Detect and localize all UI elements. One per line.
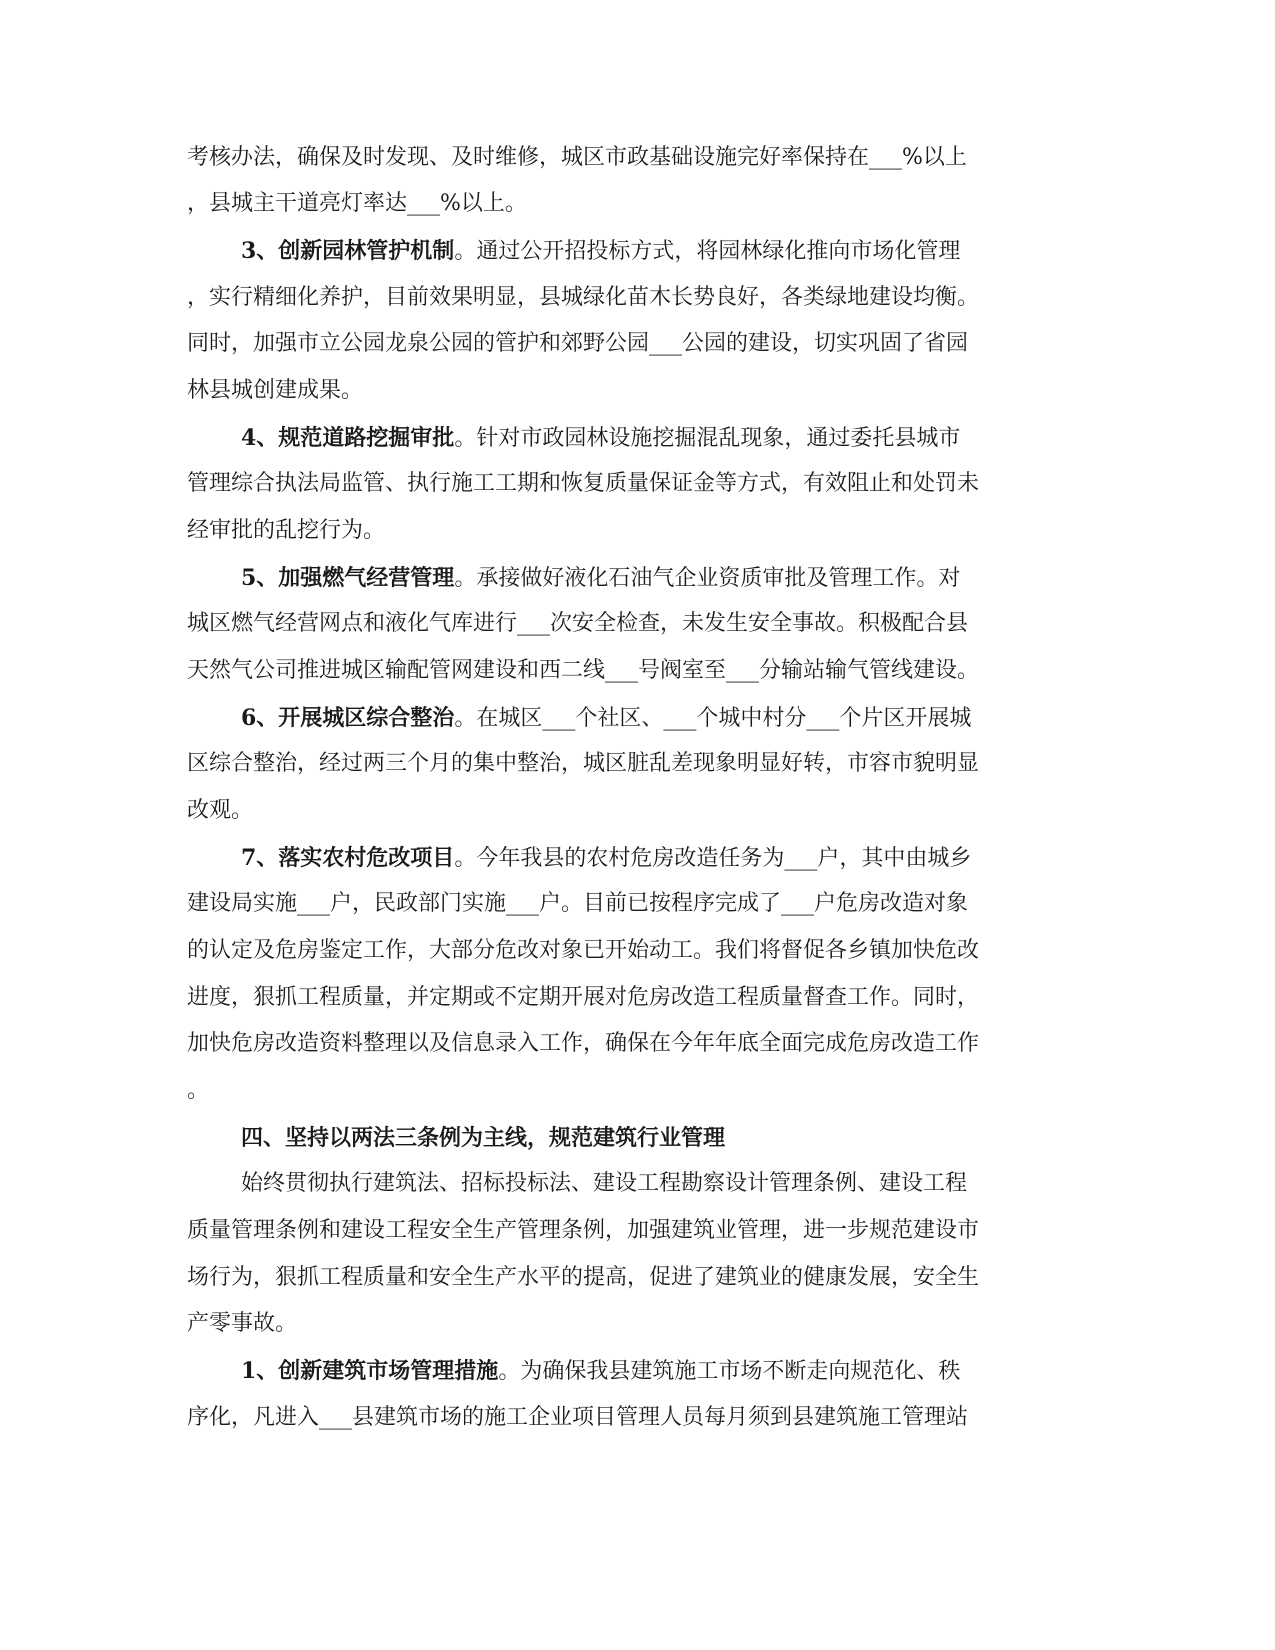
text-line: 的认定及危房鉴定工作，大部分危改对象已开始动工。我们将督促各乡镇加快危改 [187,938,980,963]
section-heading-4 [241,1123,725,1154]
item-heading: 7、落实农村危改项目 [241,845,455,871]
text-line: 天然气公司推进城区输配管网建设和西二线___号阀室至___分输站输气管线建设。 [187,658,980,683]
item-heading: 5、加强燃气经营管理 [241,565,455,591]
text-line: 林县城创建成果。 [187,378,364,403]
section-item-6: 6、开展城区综合整治。在城区___个社区、___个城中村分___个片区开展城 [241,705,972,731]
item-heading: 4、规范道路挖掘审批 [241,425,455,451]
item-heading: 6、开展城区综合整治 [241,705,455,731]
section-item-3: 3、创新园林管护机制。通过公开招投标方式，将园林绿化推向市场化管理 [241,238,961,264]
section-item-4: 4、规范道路挖掘审批。针对市政园林设施挖掘混乱现象，通过委托县城市 [241,425,961,451]
section-item-1: 1、创新建筑市场管理措施。为确保我县建筑施工市场不断走向规范化、秩 [241,1358,961,1384]
text-line: 管理综合执法局监管、执行施工工期和恢复质量保证金等方式，有效阻止和处罚未 [187,471,980,496]
text-line: 建设局实施___户，民政部门实施___户。目前已按程序完成了___户危房改造对象 [187,891,969,916]
text-line: 。 [187,1078,210,1103]
text-line: 进度，狠抓工程质量，并定期或不定期开展对危房改造工程质量督查工作。同时， [187,985,980,1010]
text-line: 场行为，狠抓工程质量和安全生产水平的提高，促进了建筑业的健康发展，安全生 [187,1265,980,1290]
item-heading: 3、创新园林管护机制 [241,238,455,264]
text-line: 考核办法，确保及时发现、及时维修，城区市政基础设施完好率保持在___%以上 [187,145,967,170]
text-line: 经审批的乱挖行为。 [187,518,386,543]
text-line: 加快危房改造资料整理以及信息录入工作，确保在今年年底全面完成危房改造工作 [187,1031,980,1056]
text-line: 始终贯彻执行建筑法、招标投标法、建设工程勘察设计管理条例、建设工程 [241,1171,968,1196]
section-item-7: 7、落实农村危改项目。今年我县的农村危房改造任务为___户，其中由城乡 [241,845,972,871]
text-line: 城区燃气经营网点和液化气库进行___次安全检查，未发生安全事故。积极配合县 [187,611,969,636]
text-line: 区综合整治，经过两三个月的集中整治，城区脏乱差现象明显好转，市容市貌明显 [187,751,980,776]
text-line: ，实行精细化养护，目前效果明显，县城绿化苗木长势良好，各类绿地建设均衡。 [187,285,980,310]
section-heading: 四、坚持以两法三条例为主线，规范建筑行业管理 [241,1125,726,1151]
item-heading: 1、创新建筑市场管理措施 [241,1358,499,1384]
text-line: 同时，加强市立公园龙泉公园的管护和郊野公园___公园的建设，切实巩固了省园 [187,331,969,356]
section-item-5: 5、加强燃气经营管理。承接做好液化石油气企业资质审批及管理工作。对 [241,565,961,591]
text-line: 产零事故。 [187,1311,298,1336]
text-line: 序化，凡进入___县建筑市场的施工企业项目管理人员每月须到县建筑施工管理站 [187,1405,969,1430]
text-line: ，县城主干道亮灯率达___%以上。 [187,191,527,216]
text-line: 质量管理条例和建设工程安全生产管理条例，加强建筑业管理，进一步规范建设市 [187,1218,980,1243]
text-line: 改观。 [187,798,254,823]
